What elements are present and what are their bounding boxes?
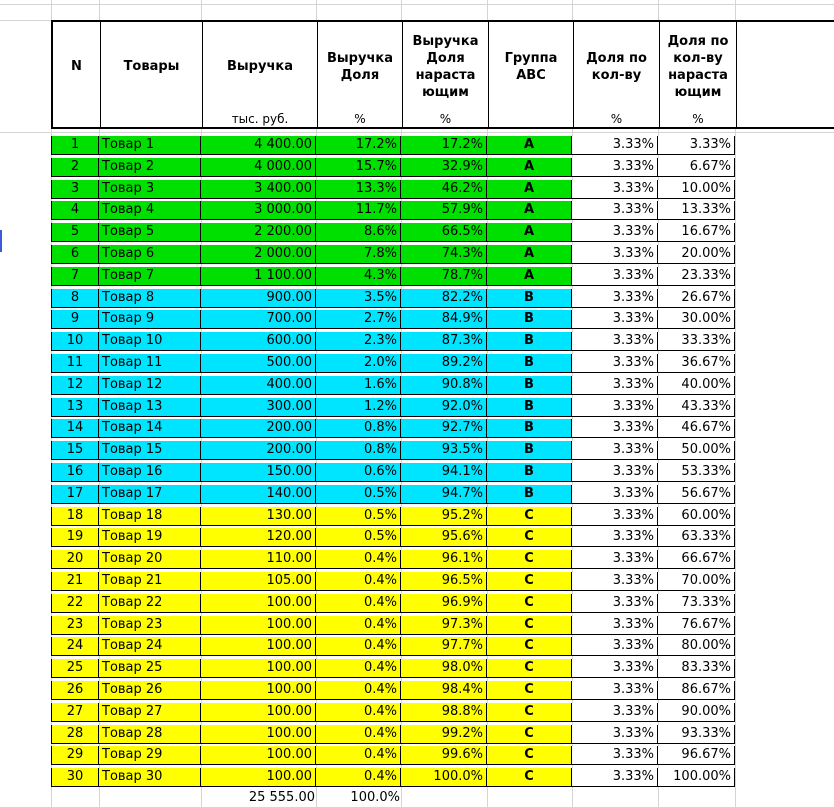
share-cell[interactable]: 0.4% <box>316 768 401 787</box>
qty-cumulative-cell[interactable]: 33.33% <box>658 332 735 351</box>
product-name[interactable]: Товар 5 <box>99 223 201 242</box>
row-number[interactable]: 22 <box>51 594 99 613</box>
qty-share-cell[interactable]: 3.33% <box>572 376 658 395</box>
share-cell[interactable]: 0.4% <box>316 703 401 722</box>
table-row <box>51 245 834 264</box>
row-number[interactable]: 24 <box>51 637 99 656</box>
unit-cum-share[interactable]: % <box>403 111 489 127</box>
cumulative-share-cell[interactable]: 66.5% <box>401 223 487 242</box>
row-number[interactable]: 12 <box>51 376 99 395</box>
abc-group-cell[interactable]: C <box>487 550 572 569</box>
row-number[interactable]: 7 <box>51 267 99 286</box>
qty-cumulative-cell[interactable]: 70.00% <box>658 572 735 591</box>
revenue-cell[interactable]: 100.00 <box>201 659 316 678</box>
qty-share-cell[interactable]: 3.33% <box>572 245 658 264</box>
qty-share-cell[interactable]: 3.33% <box>572 528 658 547</box>
revenue-cell[interactable]: 3 000.00 <box>201 201 316 220</box>
abc-group-cell[interactable]: B <box>487 463 572 482</box>
qty-share-cell[interactable]: 3.33% <box>572 463 658 482</box>
qty-cumulative-cell[interactable]: 53.33% <box>658 463 735 482</box>
cumulative-share-cell[interactable]: 96.9% <box>401 594 487 613</box>
product-name[interactable]: Товар 14 <box>99 419 201 438</box>
abc-group-cell[interactable]: C <box>487 637 572 656</box>
qty-share-cell[interactable]: 3.33% <box>572 681 658 700</box>
cumulative-share-cell[interactable]: 96.1% <box>401 550 487 569</box>
qty-cumulative-cell[interactable]: 66.67% <box>658 550 735 569</box>
abc-group-cell[interactable]: A <box>487 201 572 220</box>
qty-share-cell[interactable]: 3.33% <box>572 485 658 504</box>
table-row <box>51 201 834 220</box>
revenue-cell[interactable]: 110.00 <box>201 550 316 569</box>
table-header <box>51 20 834 111</box>
share-cell[interactable]: 0.5% <box>316 528 401 547</box>
product-name[interactable]: Товар 26 <box>99 681 201 700</box>
revenue-cell[interactable]: 900.00 <box>201 289 316 308</box>
table-row <box>51 310 834 329</box>
cumulative-share-cell[interactable]: 57.9% <box>401 201 487 220</box>
qty-cumulative-cell[interactable]: 30.00% <box>658 310 735 329</box>
table-row <box>51 485 834 504</box>
product-name[interactable]: Товар 11 <box>99 354 201 373</box>
row-number[interactable]: 29 <box>51 746 99 765</box>
abc-group-cell[interactable]: A <box>487 180 572 199</box>
revenue-cell[interactable]: 400.00 <box>201 376 316 395</box>
total-revenue[interactable]: 25 555.00 <box>248 790 315 805</box>
revenue-cell[interactable]: 100.00 <box>201 703 316 722</box>
qty-cumulative-cell[interactable]: 90.00% <box>658 703 735 722</box>
cumulative-share-cell[interactable]: 90.8% <box>401 376 487 395</box>
revenue-cell[interactable]: 2 200.00 <box>201 223 316 242</box>
product-name[interactable]: Товар 12 <box>99 376 201 395</box>
unit-revenue[interactable]: тыс. руб. <box>203 111 318 127</box>
table-row <box>51 703 834 722</box>
share-cell[interactable]: 2.3% <box>316 332 401 351</box>
cumulative-share-cell[interactable]: 17.2% <box>401 136 487 155</box>
unit-qty-share[interactable]: % <box>574 111 660 127</box>
row-number[interactable]: 27 <box>51 703 99 722</box>
abc-group-cell[interactable]: C <box>487 594 572 613</box>
qty-cumulative-cell[interactable]: 13.33% <box>658 201 735 220</box>
qty-share-cell[interactable]: 3.33% <box>572 659 658 678</box>
product-name[interactable]: Товар 13 <box>99 398 201 417</box>
qty-cumulative-cell[interactable]: 80.00% <box>658 637 735 656</box>
abc-group-cell[interactable]: B <box>487 485 572 504</box>
cumulative-share-cell[interactable]: 96.5% <box>401 572 487 591</box>
cumulative-share-cell[interactable]: 32.9% <box>401 158 487 177</box>
share-cell[interactable]: 0.6% <box>316 463 401 482</box>
row-number[interactable]: 1 <box>51 136 99 155</box>
header-qty-cumulative[interactable]: Доля по кол-ву нараста ющим <box>660 22 737 111</box>
abc-group-cell[interactable]: A <box>487 158 572 177</box>
table-row <box>51 419 834 438</box>
unit-share[interactable]: % <box>318 111 403 127</box>
qty-share-cell[interactable]: 3.33% <box>572 637 658 656</box>
header-goods[interactable]: Товары <box>101 22 203 111</box>
row-number[interactable]: 8 <box>51 289 99 308</box>
row-number[interactable]: 4 <box>51 201 99 220</box>
revenue-cell[interactable]: 100.00 <box>201 594 316 613</box>
unit-group[interactable] <box>489 111 574 127</box>
row-number[interactable]: 2 <box>51 158 99 177</box>
revenue-cell[interactable]: 2 000.00 <box>201 245 316 264</box>
cumulative-share-cell[interactable]: 46.2% <box>401 180 487 199</box>
qty-cumulative-cell[interactable]: 26.67% <box>658 289 735 308</box>
abc-group-cell[interactable]: C <box>487 681 572 700</box>
table-row <box>51 768 834 787</box>
product-name[interactable]: Товар 10 <box>99 332 201 351</box>
table-row <box>51 637 834 656</box>
qty-share-cell[interactable]: 3.33% <box>572 725 658 744</box>
table-row <box>51 616 834 635</box>
row-number[interactable]: 9 <box>51 310 99 329</box>
qty-share-cell[interactable]: 3.33% <box>572 594 658 613</box>
qty-cumulative-cell[interactable]: 3.33% <box>658 136 735 155</box>
cumulative-share-cell[interactable]: 98.4% <box>401 681 487 700</box>
abc-group-cell[interactable]: C <box>487 616 572 635</box>
qty-share-cell[interactable]: 3.33% <box>572 746 658 765</box>
revenue-cell[interactable]: 4 000.00 <box>201 158 316 177</box>
qty-cumulative-cell[interactable]: 43.33% <box>658 398 735 417</box>
header-revenue[interactable]: Выручка <box>203 22 318 111</box>
qty-share-cell[interactable]: 3.33% <box>572 223 658 242</box>
row-number[interactable]: 11 <box>51 354 99 373</box>
table-row <box>51 136 834 155</box>
qty-cumulative-cell[interactable]: 100.00% <box>658 768 735 787</box>
row-number[interactable]: 21 <box>51 572 99 591</box>
cumulative-share-cell[interactable]: 92.0% <box>401 398 487 417</box>
unit-n[interactable] <box>53 111 101 127</box>
cumulative-share-cell[interactable]: 89.2% <box>401 354 487 373</box>
qty-share-cell[interactable]: 3.33% <box>572 550 658 569</box>
share-cell[interactable]: 0.4% <box>316 746 401 765</box>
row-number[interactable]: 3 <box>51 180 99 199</box>
row-number[interactable]: 28 <box>51 725 99 744</box>
row-number[interactable]: 13 <box>51 398 99 417</box>
product-name[interactable]: Товар 16 <box>99 463 201 482</box>
row-number[interactable]: 16 <box>51 463 99 482</box>
product-name[interactable]: Товар 9 <box>99 310 201 329</box>
units-row <box>51 111 834 129</box>
abc-group-cell[interactable]: B <box>487 419 572 438</box>
unit-goods[interactable] <box>101 111 203 127</box>
product-name[interactable]: Товар 6 <box>99 245 201 264</box>
share-cell[interactable]: 0.5% <box>316 507 401 526</box>
revenue-cell[interactable]: 700.00 <box>201 310 316 329</box>
abc-group-cell[interactable]: B <box>487 310 572 329</box>
qty-cumulative-cell[interactable]: 93.33% <box>658 725 735 744</box>
qty-share-cell[interactable]: 3.33% <box>572 507 658 526</box>
revenue-cell[interactable]: 3 400.00 <box>201 180 316 199</box>
revenue-cell[interactable]: 100.00 <box>201 746 316 765</box>
revenue-cell[interactable]: 1 100.00 <box>201 267 316 286</box>
table-row <box>51 267 834 286</box>
qty-cumulative-cell[interactable]: 10.00% <box>658 180 735 199</box>
table-row <box>51 223 834 242</box>
qty-share-cell[interactable]: 3.33% <box>572 289 658 308</box>
qty-share-cell[interactable]: 3.33% <box>572 441 658 460</box>
revenue-cell[interactable]: 200.00 <box>201 441 316 460</box>
revenue-cell[interactable]: 100.00 <box>201 725 316 744</box>
cumulative-share-cell[interactable]: 93.5% <box>401 441 487 460</box>
table-row <box>51 463 834 482</box>
table-row <box>51 376 834 395</box>
product-name[interactable]: Товар 7 <box>99 267 201 286</box>
cumulative-share-cell[interactable]: 98.8% <box>401 703 487 722</box>
share-cell[interactable]: 0.4% <box>316 616 401 635</box>
qty-cumulative-cell[interactable]: 50.00% <box>658 441 735 460</box>
cumulative-share-cell[interactable]: 74.3% <box>401 245 487 264</box>
revenue-cell[interactable]: 100.00 <box>201 681 316 700</box>
share-cell[interactable]: 0.4% <box>316 550 401 569</box>
cumulative-share-cell[interactable]: 94.1% <box>401 463 487 482</box>
qty-share-cell[interactable]: 3.33% <box>572 572 658 591</box>
cumulative-share-cell[interactable]: 78.7% <box>401 267 487 286</box>
abc-group-cell[interactable]: C <box>487 746 572 765</box>
product-name[interactable]: Товар 20 <box>99 550 201 569</box>
qty-share-cell[interactable]: 3.33% <box>572 201 658 220</box>
revenue-cell[interactable]: 4 400.00 <box>201 136 316 155</box>
qty-cumulative-cell[interactable]: 60.00% <box>658 507 735 526</box>
revenue-cell[interactable]: 100.00 <box>201 637 316 656</box>
product-name[interactable]: Товар 4 <box>99 201 201 220</box>
product-name[interactable]: Товар 21 <box>99 572 201 591</box>
share-cell[interactable]: 2.7% <box>316 310 401 329</box>
share-cell[interactable]: 0.4% <box>316 594 401 613</box>
table-row <box>51 746 834 765</box>
qty-share-cell[interactable]: 3.33% <box>572 310 658 329</box>
cumulative-share-cell[interactable]: 95.6% <box>401 528 487 547</box>
cumulative-share-cell[interactable]: 97.7% <box>401 637 487 656</box>
row-number[interactable]: 6 <box>51 245 99 264</box>
table-row <box>51 659 834 678</box>
product-name[interactable]: Товар 17 <box>99 485 201 504</box>
qty-share-cell[interactable]: 3.33% <box>572 419 658 438</box>
product-name[interactable]: Товар 1 <box>99 136 201 155</box>
share-cell[interactable]: 3.5% <box>316 289 401 308</box>
abc-group-cell[interactable]: B <box>487 441 572 460</box>
abc-group-cell[interactable]: B <box>487 332 572 351</box>
share-cell[interactable]: 13.3% <box>316 180 401 199</box>
abc-group-cell[interactable]: B <box>487 398 572 417</box>
qty-cumulative-cell[interactable]: 76.67% <box>658 616 735 635</box>
cumulative-share-cell[interactable]: 99.6% <box>401 746 487 765</box>
qty-cumulative-cell[interactable]: 20.00% <box>658 245 735 264</box>
row-number[interactable]: 15 <box>51 441 99 460</box>
revenue-cell[interactable]: 200.00 <box>201 419 316 438</box>
qty-share-cell[interactable]: 3.33% <box>572 616 658 635</box>
product-name[interactable]: Товар 19 <box>99 528 201 547</box>
table-row <box>51 180 834 199</box>
revenue-cell[interactable]: 105.00 <box>201 572 316 591</box>
cumulative-share-cell[interactable]: 98.0% <box>401 659 487 678</box>
abc-group-cell[interactable]: C <box>487 725 572 744</box>
row-number[interactable]: 10 <box>51 332 99 351</box>
qty-cumulative-cell[interactable]: 73.33% <box>658 594 735 613</box>
product-name[interactable]: Товар 2 <box>99 158 201 177</box>
cumulative-share-cell[interactable]: 99.2% <box>401 725 487 744</box>
row-number[interactable]: 23 <box>51 616 99 635</box>
qty-share-cell[interactable]: 3.33% <box>572 158 658 177</box>
abc-group-cell[interactable]: B <box>487 354 572 373</box>
share-cell[interactable]: 1.6% <box>316 376 401 395</box>
share-cell[interactable]: 0.8% <box>316 441 401 460</box>
row-number[interactable]: 18 <box>51 507 99 526</box>
qty-share-cell[interactable]: 3.33% <box>572 136 658 155</box>
cumulative-share-cell[interactable]: 84.9% <box>401 310 487 329</box>
qty-cumulative-cell[interactable]: 16.67% <box>658 223 735 242</box>
share-cell[interactable]: 0.4% <box>316 637 401 656</box>
revenue-cell[interactable]: 120.00 <box>201 528 316 547</box>
abc-group-cell[interactable]: B <box>487 376 572 395</box>
revenue-cell[interactable]: 600.00 <box>201 332 316 351</box>
table-row <box>51 572 834 591</box>
abc-group-cell[interactable]: C <box>487 703 572 722</box>
table-row <box>51 594 834 613</box>
abc-group-cell[interactable]: C <box>487 507 572 526</box>
qty-cumulative-cell[interactable]: 36.67% <box>658 354 735 373</box>
qty-share-cell[interactable]: 3.33% <box>572 398 658 417</box>
share-cell[interactable]: 2.0% <box>316 354 401 373</box>
qty-cumulative-cell[interactable]: 23.33% <box>658 267 735 286</box>
product-name[interactable]: Товар 3 <box>99 180 201 199</box>
cumulative-share-cell[interactable]: 82.2% <box>401 289 487 308</box>
header-cumulative-share[interactable]: Выручка Доля нараста ющим <box>403 22 489 111</box>
row-number[interactable]: 30 <box>51 768 99 787</box>
revenue-cell[interactable]: 100.00 <box>201 616 316 635</box>
header-n[interactable]: N <box>53 22 101 111</box>
table-row <box>51 725 834 744</box>
abc-group-cell[interactable]: C <box>487 659 572 678</box>
abc-group-cell[interactable]: C <box>487 572 572 591</box>
qty-share-cell[interactable]: 3.33% <box>572 703 658 722</box>
share-cell[interactable]: 7.8% <box>316 245 401 264</box>
row-number[interactable]: 26 <box>51 681 99 700</box>
table-row <box>51 681 834 700</box>
product-name[interactable]: Товар 25 <box>99 659 201 678</box>
product-name[interactable]: Товар 30 <box>99 768 201 787</box>
cumulative-share-cell[interactable]: 92.7% <box>401 419 487 438</box>
grid-row-line <box>0 4 834 5</box>
row-number[interactable]: 20 <box>51 550 99 569</box>
row-number[interactable]: 25 <box>51 659 99 678</box>
row-number[interactable]: 14 <box>51 419 99 438</box>
qty-cumulative-cell[interactable]: 63.33% <box>658 528 735 547</box>
cumulative-share-cell[interactable]: 97.3% <box>401 616 487 635</box>
qty-share-cell[interactable]: 3.33% <box>572 768 658 787</box>
share-cell[interactable]: 8.6% <box>316 223 401 242</box>
table-row <box>51 289 834 308</box>
revenue-cell[interactable]: 140.00 <box>201 485 316 504</box>
abc-group-cell[interactable]: A <box>487 267 572 286</box>
abc-group-cell[interactable]: B <box>487 289 572 308</box>
grid-row-line <box>0 132 834 133</box>
qty-share-cell[interactable]: 3.33% <box>572 354 658 373</box>
share-cell[interactable]: 0.4% <box>316 659 401 678</box>
header-abc-group[interactable]: Группа ABC <box>489 22 574 111</box>
share-cell[interactable]: 1.2% <box>316 398 401 417</box>
table-row <box>51 550 834 569</box>
share-cell[interactable]: 0.5% <box>316 485 401 504</box>
product-name[interactable]: Товар 18 <box>99 507 201 526</box>
abc-group-cell[interactable]: A <box>487 245 572 264</box>
abc-group-cell[interactable]: C <box>487 528 572 547</box>
qty-cumulative-cell[interactable]: 56.67% <box>658 485 735 504</box>
revenue-cell[interactable]: 300.00 <box>201 398 316 417</box>
revenue-cell[interactable]: 130.00 <box>201 507 316 526</box>
revenue-cell[interactable]: 100.00 <box>201 768 316 787</box>
table-row <box>51 158 834 177</box>
row-number[interactable]: 17 <box>51 485 99 504</box>
cumulative-share-cell[interactable]: 100.0% <box>401 768 487 787</box>
qty-cumulative-cell[interactable]: 86.67% <box>658 681 735 700</box>
abc-group-cell[interactable]: C <box>487 768 572 787</box>
share-cell[interactable]: 0.4% <box>316 681 401 700</box>
unit-qty-cum[interactable]: % <box>660 111 737 127</box>
share-cell[interactable]: 17.2% <box>316 136 401 155</box>
header-revenue-share[interactable]: Выручка Доля <box>318 22 403 111</box>
table-row <box>51 528 834 547</box>
cumulative-share-cell[interactable]: 94.7% <box>401 485 487 504</box>
share-cell[interactable]: 11.7% <box>316 201 401 220</box>
share-cell[interactable]: 0.4% <box>316 725 401 744</box>
product-name[interactable]: Товар 22 <box>99 594 201 613</box>
qty-cumulative-cell[interactable]: 96.67% <box>658 746 735 765</box>
row-number[interactable]: 19 <box>51 528 99 547</box>
abc-group-cell[interactable]: A <box>487 136 572 155</box>
product-name[interactable]: Товар 29 <box>99 746 201 765</box>
product-name[interactable]: Товар 15 <box>99 441 201 460</box>
product-name[interactable]: Товар 8 <box>99 289 201 308</box>
qty-cumulative-cell[interactable]: 83.33% <box>658 659 735 678</box>
selection-marker <box>0 230 2 252</box>
revenue-cell[interactable]: 150.00 <box>201 463 316 482</box>
share-cell[interactable]: 0.8% <box>316 419 401 438</box>
product-name[interactable]: Товар 24 <box>99 637 201 656</box>
product-name[interactable]: Товар 27 <box>99 703 201 722</box>
share-cell[interactable]: 0.4% <box>316 572 401 591</box>
share-cell[interactable]: 15.7% <box>316 158 401 177</box>
table-row <box>51 332 834 351</box>
row-number[interactable]: 5 <box>51 223 99 242</box>
abc-group-cell[interactable]: A <box>487 223 572 242</box>
qty-share-cell[interactable]: 3.33% <box>572 332 658 351</box>
table-row <box>51 441 834 460</box>
qty-cumulative-cell[interactable]: 6.67% <box>658 158 735 177</box>
total-share[interactable]: 100.0% <box>350 790 400 805</box>
cumulative-share-cell[interactable]: 95.2% <box>401 507 487 526</box>
qty-cumulative-cell[interactable]: 40.00% <box>658 376 735 395</box>
table-row <box>51 354 834 373</box>
qty-share-cell[interactable]: 3.33% <box>572 267 658 286</box>
cumulative-share-cell[interactable]: 87.3% <box>401 332 487 351</box>
qty-share-cell[interactable]: 3.33% <box>572 180 658 199</box>
share-cell[interactable]: 4.3% <box>316 267 401 286</box>
product-name[interactable]: Товар 28 <box>99 725 201 744</box>
table-row <box>51 507 834 526</box>
header-qty-share[interactable]: Доля по кол-ву <box>574 22 660 111</box>
revenue-cell[interactable]: 500.00 <box>201 354 316 373</box>
table-row <box>51 398 834 417</box>
qty-cumulative-cell[interactable]: 46.67% <box>658 419 735 438</box>
product-name[interactable]: Товар 23 <box>99 616 201 635</box>
